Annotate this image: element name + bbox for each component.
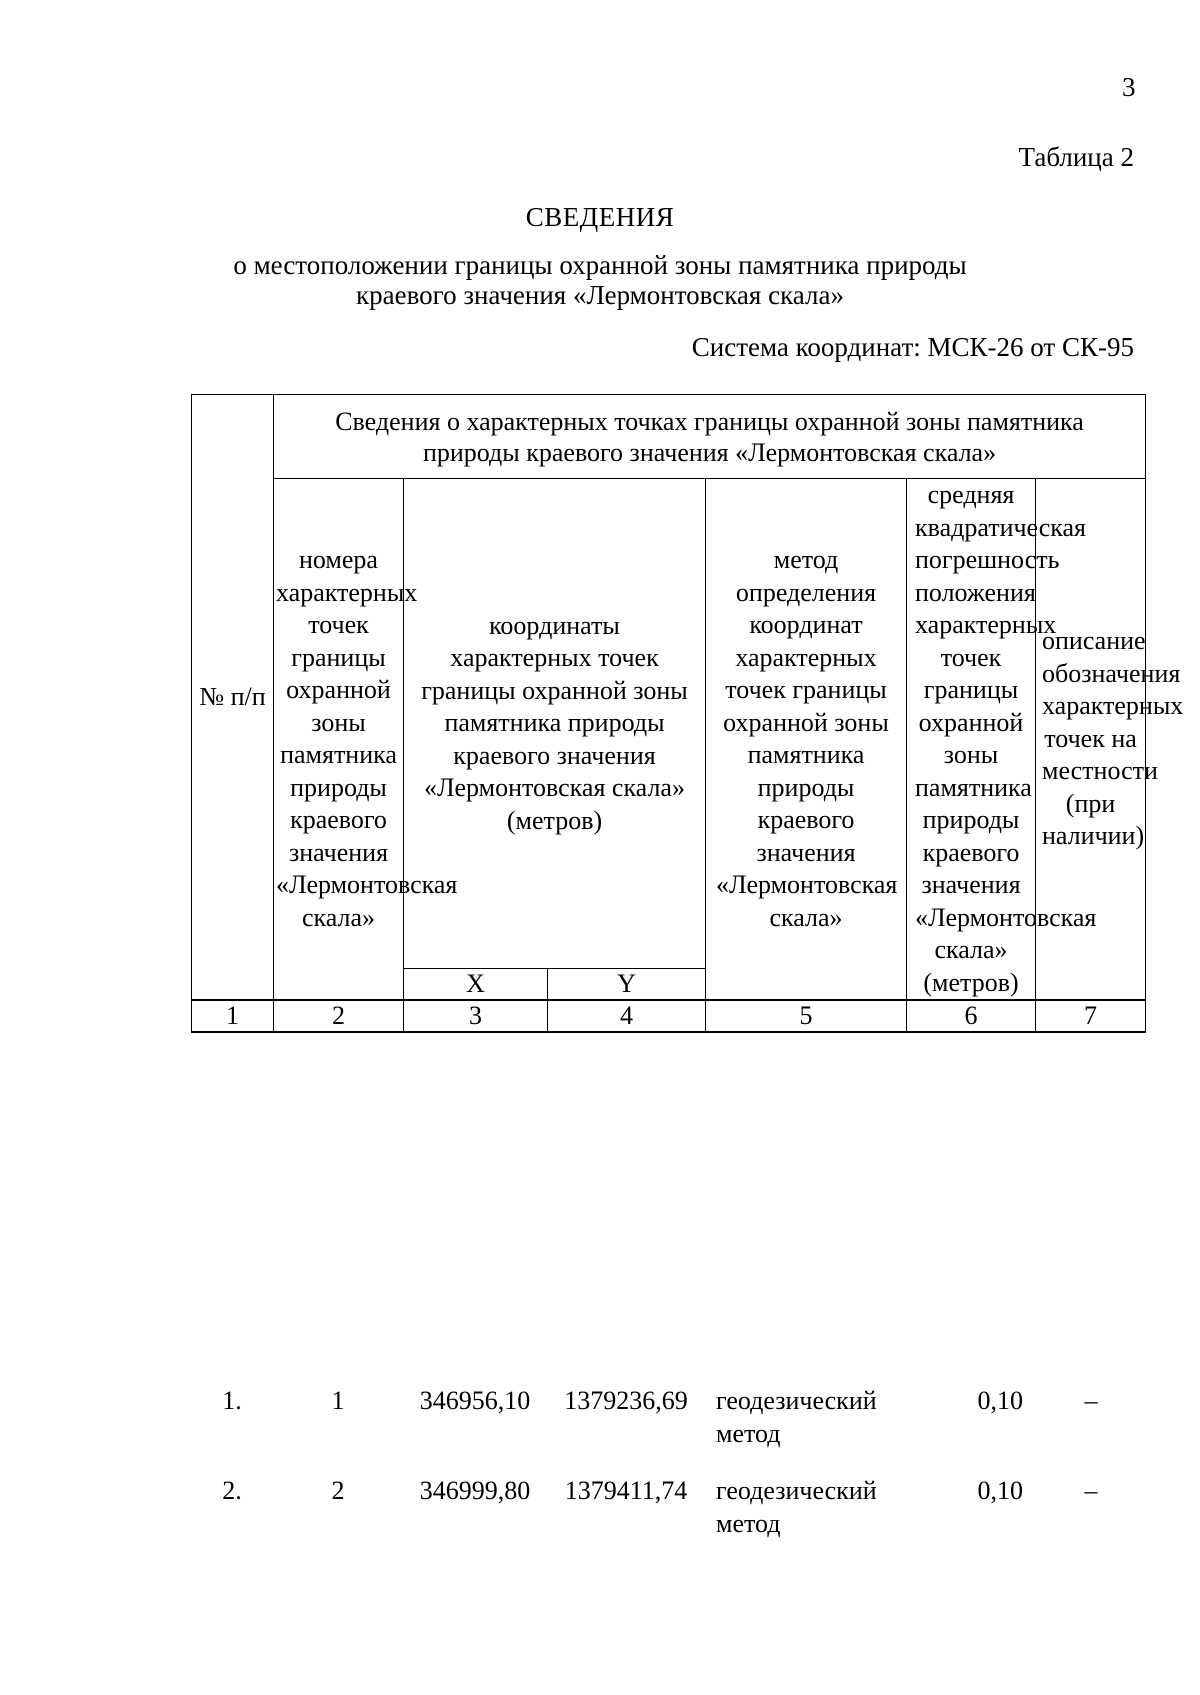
subtitle-line: о местоположении границы охранной зоны памятника природы [233,250,967,280]
point-number: 2 [331,1476,345,1505]
column-number: 7 [1036,1000,1146,1032]
group-header-line: природы краевого значения «Лермонтовская скала» [422,437,997,467]
table-label: Таблица 2 [1018,142,1134,172]
header-points: номера характерных точек границы охранной зоны памятника природы краевого значения «Лермонтовская скала» [274,479,404,1001]
accuracy: 0,10 [977,1476,1023,1505]
accuracy: 0,10 [977,1386,1023,1415]
column-number: 6 [907,1000,1036,1032]
header-y: Y [548,969,706,1001]
coordinates-table-header [191,394,1184,1033]
method: геодезический метод [716,1386,877,1448]
header-x: X [404,969,548,1001]
row-number: 2. [222,1476,242,1505]
column-number: 2 [274,1000,404,1032]
document-title: СВЕДЕНИЯ [525,202,675,232]
column-number: 5 [706,1000,907,1032]
method: геодезический метод [716,1476,877,1538]
row-number: 1. [222,1386,242,1415]
column-number: 3 [404,1000,548,1032]
document-subtitle [0,250,1200,310]
coordinate-x: 346999,80 [419,1476,531,1505]
column-number: 1 [192,1000,274,1032]
header-accuracy: средняя квадратическая погрешность положения характерных точек границы охранной зоны памятника природы краевого значения «Лермонтовская скала» (метров) [907,479,1036,1001]
header-group [274,395,1146,479]
table-row [0,1384,1200,1474]
point-number: 1 [331,1386,345,1415]
coordinate-y: 1379411,74 [564,1476,688,1505]
header-method: метод определения координат характерных точек границы охранной зоны памятника природы краевого значения «Лермонтовская скала» [706,479,907,1001]
description: – [1084,1476,1098,1505]
coordinate-x: 346956,10 [419,1386,531,1415]
column-number: 4 [548,1000,706,1032]
header-num: № п/п [192,395,274,1001]
coordinate-y: 1379236,69 [564,1386,688,1415]
group-header-line: Сведения о характерных точках границы охранной зоны памятника [335,406,1084,436]
table-row [0,1474,1200,1564]
header-coordinates: координаты характерных точек границы охранной зоны памятника природы краевого значения «Лермонтовская скала» (метров) [404,479,706,969]
header-description: описание обозначения характерных точек на местности (при наличии) [1036,479,1146,1001]
description: – [1084,1386,1098,1415]
coordinate-system: Система координат: МСК-26 от СК-95 [691,332,1134,362]
page-number: 3 [1122,72,1136,102]
subtitle-line: краевого значения «Лермонтовская скала» [356,280,844,310]
